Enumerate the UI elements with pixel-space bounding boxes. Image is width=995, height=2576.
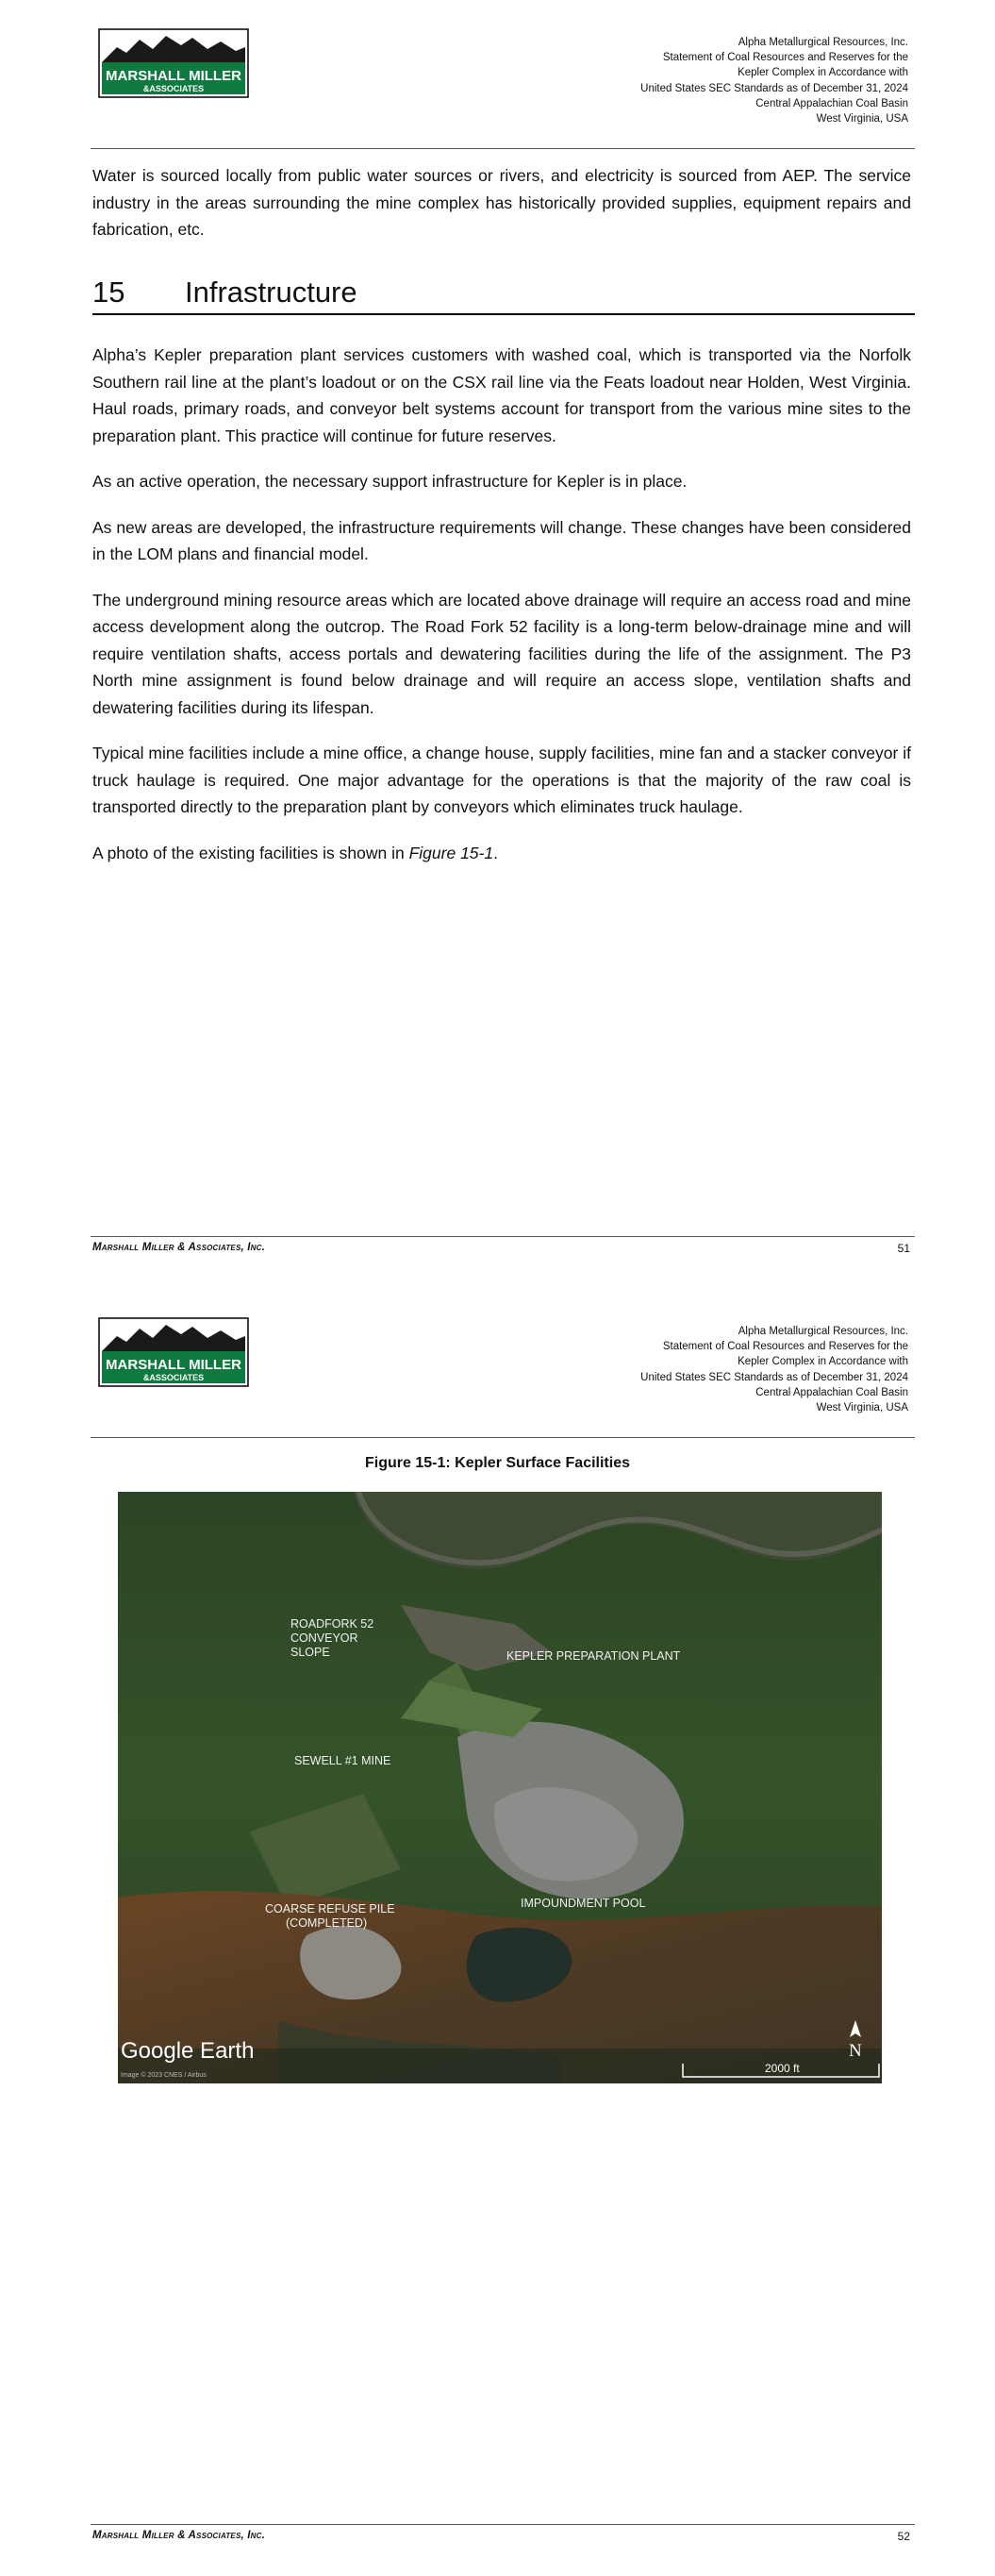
- section-heading: [92, 274, 915, 315]
- paragraph: Alpha’s Kepler preparation plant services customers with washed coal, which is transported via the Norfolk Southern rail line at the plant’s loadout or on the CSX rail line via the Feats loadout near Holden, West Virginia. Haul roads, primary roads, and conveyor belt systems account for transport from the various mine sites to the preparation plant. This practice will continue for future reserves.: [92, 345, 911, 445]
- header-line: Kepler Complex in Accordance with: [738, 1356, 908, 1368]
- header-line: Alpha Metallurgical Resources, Inc.: [738, 1326, 908, 1337]
- header-line: West Virginia, USA: [816, 113, 908, 125]
- header-line: Kepler Complex in Accordance with: [738, 67, 908, 79]
- scale-label: 2000 ft: [765, 2062, 800, 2075]
- google-earth-watermark: Google Earth: [121, 2038, 255, 2064]
- label-refuse-line2: (COMPLETED): [286, 1916, 368, 1930]
- paragraph: The underground mining resource areas which are located above drainage will require an access road and mine access development along the outcrop. The Road Fork 52 facility is a long-term below-drainage mine and will require ventilation shafts, access portals and dewatering facilities during the life of the assignment. The P3 North mine assignment is found below drainage and will require an access slope, ventilation shafts and dewatering facilities during its lifespan.: [92, 590, 911, 717]
- header-line: United States SEC Standards as of December 31, 2024: [640, 82, 908, 94]
- intro-paragraph: Water is sourced locally from public water sources or rivers, and electricity is sourced from AEP. The service industry in the areas surrounding the mine complex has historically provided supplies, equipment repairs and fabrication, etc.: [92, 166, 911, 239]
- label-roadfork-line1: ROADFORK 52: [290, 1617, 374, 1631]
- photo-ref-suffix: .: [493, 843, 498, 862]
- section-title: Infrastructure: [185, 276, 357, 309]
- header-line: Central Appalachian Coal Basin: [755, 97, 908, 109]
- page-number: 52: [897, 2530, 910, 2543]
- svg-text:&ASSOCIATES: &ASSOCIATES: [142, 1373, 205, 1382]
- photo-ref-text: A photo of the existing facilities is shown in: [92, 843, 409, 862]
- header-line: Alpha Metallurgical Resources, Inc.: [738, 37, 908, 48]
- document-header: [640, 35, 908, 126]
- paragraph: As an active operation, the necessary support infrastructure for Kepler is in place.: [92, 472, 688, 491]
- footer-divider: [91, 1236, 915, 1237]
- svg-text:MARSHALL MILLER: MARSHALL MILLER: [106, 68, 241, 84]
- footer-company: Marshall Miller & Associates, Inc.: [92, 2530, 266, 2541]
- company-logo: [98, 1317, 249, 1387]
- document-header: [640, 1324, 908, 1415]
- figure-reference: Figure 15-1: [408, 843, 494, 862]
- header-line: West Virginia, USA: [816, 1402, 908, 1414]
- header-divider: [91, 148, 915, 149]
- footer-company: Marshall Miller & Associates, Inc.: [92, 1242, 266, 1253]
- section-body: [92, 342, 911, 885]
- label-prep-plant: KEPLER PREPARATION PLANT: [506, 1649, 681, 1663]
- header-line: Statement of Coal Resources and Reserves for the: [662, 52, 908, 64]
- label-roadfork-line2: CONVEYOR: [290, 1631, 358, 1645]
- section-number: 15: [92, 276, 125, 309]
- intro-text: [92, 162, 911, 262]
- paragraph: Typical mine facilities include a mine office, a change house, supply facilities, mine fan and a stacker conveyor if truck haulage is required. One major advantage for the operations is that the majority of the raw coal is transported directly to the preparation plant by conveyors which eliminates truck haulage.: [92, 744, 911, 816]
- svg-text:MARSHALL MILLER: MARSHALL MILLER: [106, 1357, 241, 1373]
- svg-text:&ASSOCIATES: &ASSOCIATES: [142, 84, 205, 93]
- header-line: Statement of Coal Resources and Reserves for the: [662, 1341, 908, 1353]
- header-line: United States SEC Standards as of December 31, 2024: [640, 1371, 908, 1383]
- aerial-photo: [118, 1492, 882, 2083]
- footer-divider: [91, 2524, 915, 2525]
- label-impoundment: IMPOUNDMENT POOL: [521, 1897, 646, 1910]
- label-refuse-line1: COARSE REFUSE PILE: [265, 1902, 395, 1915]
- company-logo: [98, 28, 249, 98]
- photo-reference-paragraph: [92, 840, 911, 867]
- figure-caption: Figure 15-1: Kepler Surface Facilities: [365, 1455, 630, 1471]
- label-roadfork-line3: SLOPE: [290, 1646, 330, 1659]
- label-sewell-mine: SEWELL #1 MINE: [294, 1754, 391, 1767]
- image-credit: Image © 2023 CNES / Airbus: [121, 2072, 207, 2079]
- north-label: N: [849, 2041, 862, 2061]
- page-number: 51: [897, 1242, 910, 1255]
- paragraph: As new areas are developed, the infrastructure requirements will change. These changes have been considered in the LOM plans and financial model.: [92, 517, 911, 563]
- header-divider: [91, 1437, 915, 1438]
- header-line: Central Appalachian Coal Basin: [755, 1386, 908, 1398]
